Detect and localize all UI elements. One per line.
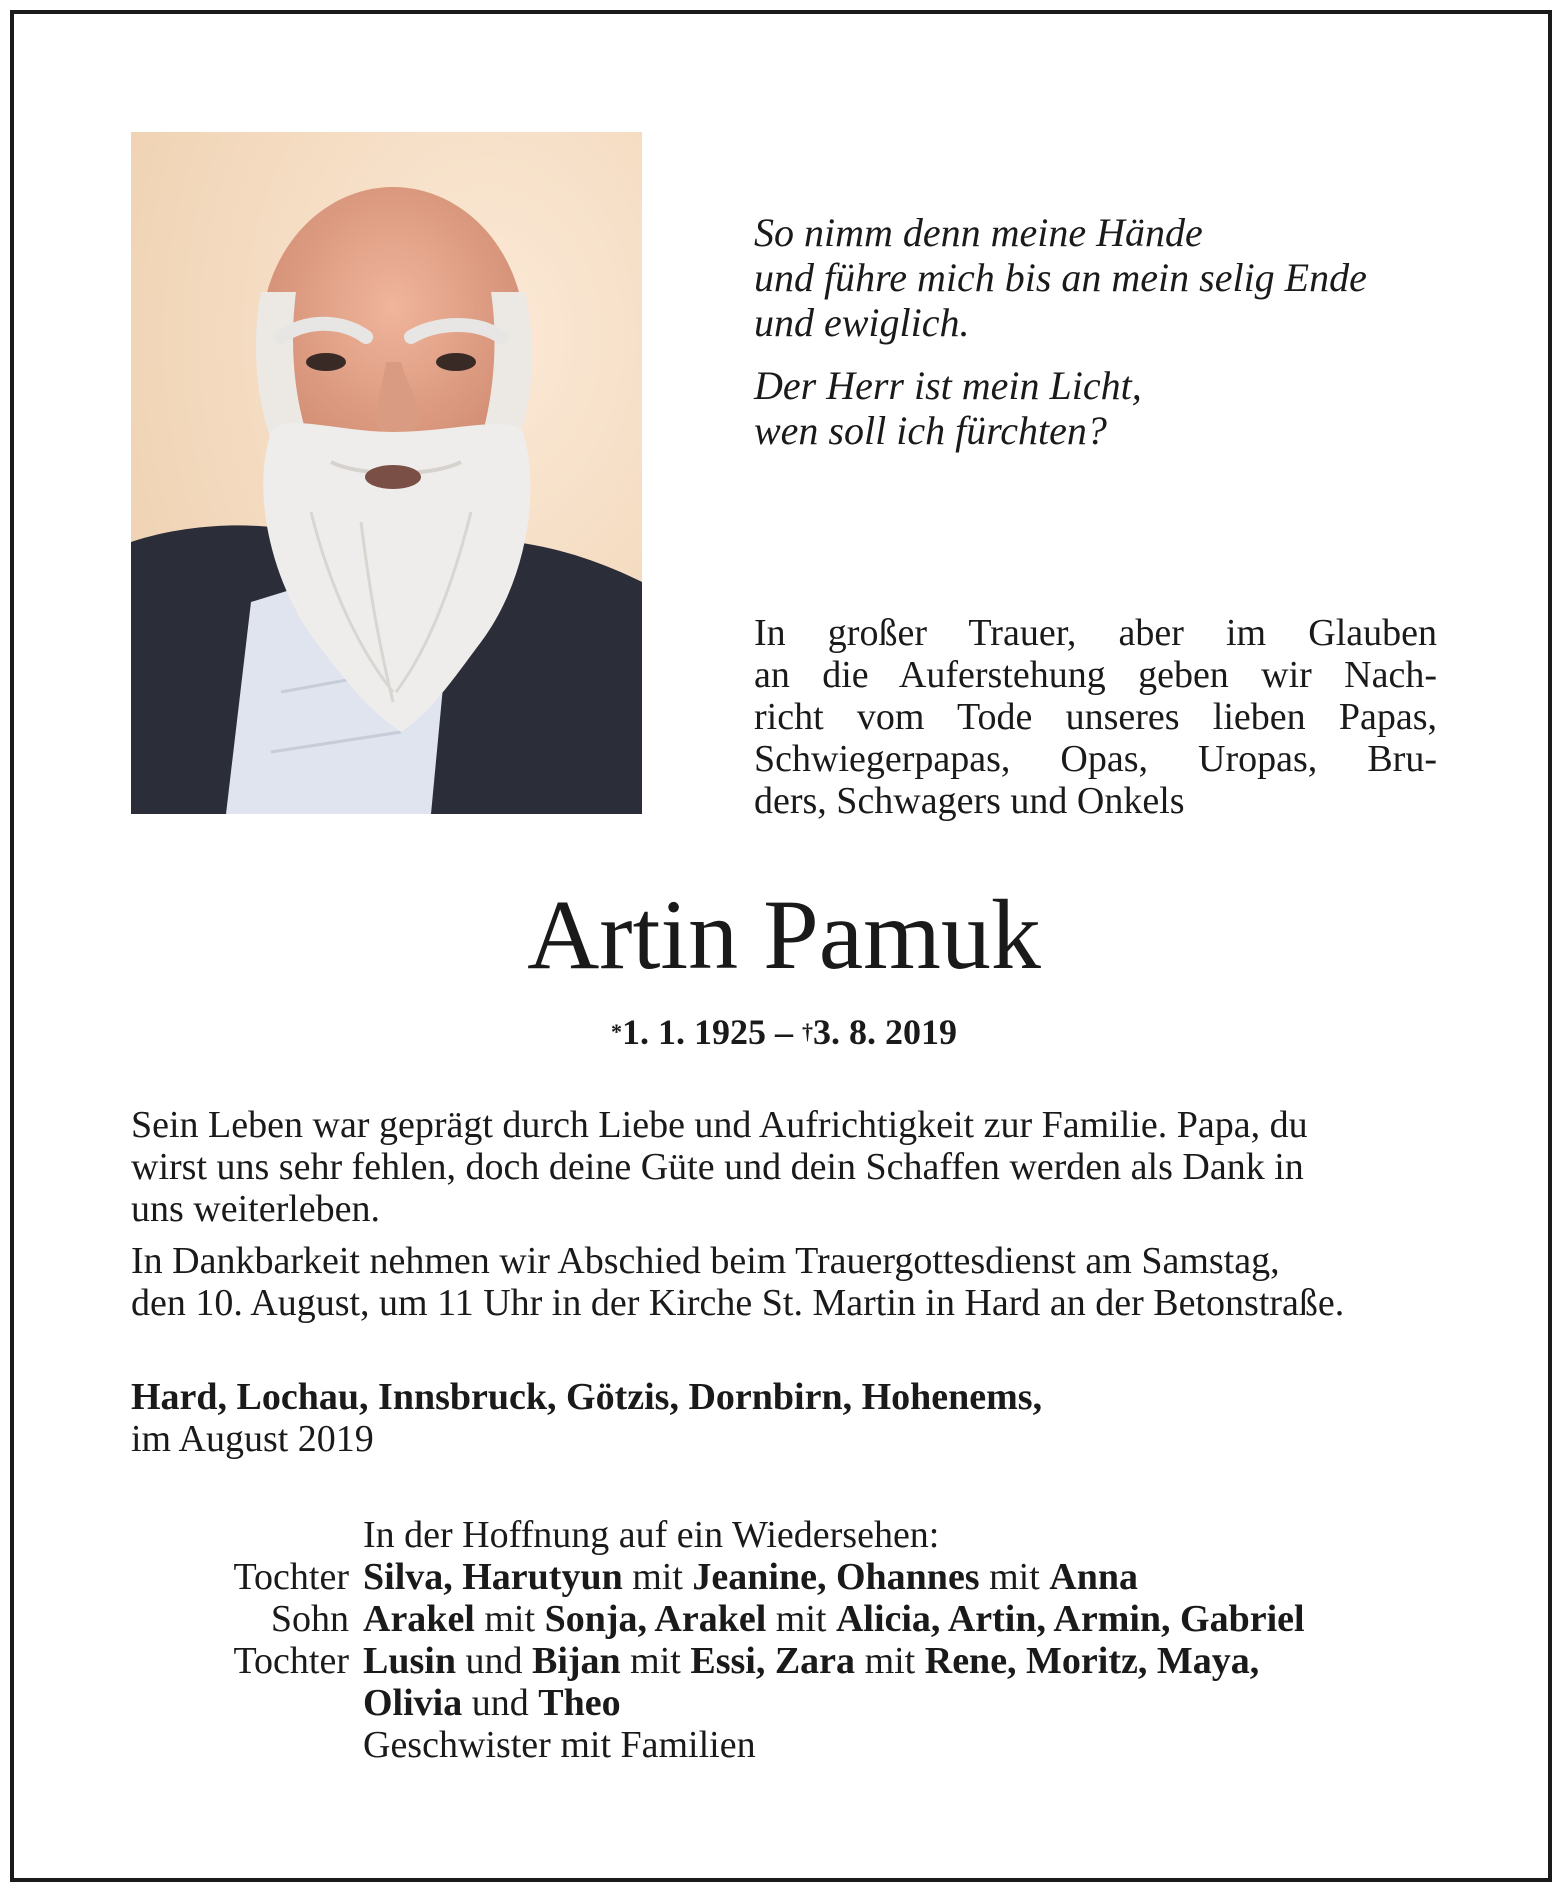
family-relation: Tochter [233, 1556, 349, 1598]
family-members [363, 1682, 1461, 1724]
family-member-name: Silva, Harutyun [363, 1556, 623, 1598]
intro-line: ders, Schwagers und Onkels [754, 780, 1185, 822]
family-list [131, 1514, 1461, 1766]
intro-line: Schwiegerpapas, Opas, Uropas, Bru- [754, 738, 1437, 780]
portrait-illustration [131, 132, 642, 814]
family-member-name: Lusin [363, 1640, 456, 1682]
poem-line: und ewiglich. [754, 300, 970, 345]
poem-line: Der Herr ist mein Licht, [754, 363, 1142, 408]
family-member-name: Anna [1049, 1556, 1138, 1598]
body-line: In Dankbarkeit nehmen wir Abschied beim Trauergottesdienst am Samstag, [131, 1240, 1280, 1282]
poem-stanza [754, 363, 1474, 453]
body-paragraph [131, 1104, 1441, 1230]
body-text [131, 1104, 1441, 1324]
family-member-name: Jeanine, Ohannes [692, 1556, 980, 1598]
intro-line: richt vom Tode unseres lieben Papas, [754, 696, 1437, 738]
family-connector: mit [979, 1556, 1050, 1598]
family-member-name: Rene, Moritz, Maya, [924, 1640, 1260, 1682]
death-date: 3. 8. 2019 [813, 1012, 957, 1052]
family-closing: Geschwister mit Familien [363, 1724, 756, 1766]
intro-line: an die Auferstehung geben wir Nach- [754, 654, 1437, 696]
family-relation [131, 1682, 363, 1724]
body-line: den 10. August, um 11 Uhr in der Kirche St. Martin in Hard an der Betonstraße. [131, 1282, 1345, 1324]
family-connector: mit [474, 1598, 545, 1640]
family-relation: Tochter [233, 1640, 349, 1682]
birth-date: 1. 1. 1925 – [622, 1012, 802, 1052]
body-line: Sein Leben war geprägt durch Liebe und Aufrichtigkeit zur Familie. Papa, du [131, 1104, 1308, 1146]
family-heading-row [131, 1514, 1461, 1556]
family-member-name: Bijan [531, 1640, 621, 1682]
family-connector: und [462, 1682, 539, 1724]
notice-date: im August 2019 [131, 1418, 374, 1460]
family-heading: In der Hoffnung auf ein Wiedersehen: [363, 1514, 940, 1556]
family-member-name: Arakel [363, 1598, 475, 1640]
poem-line: und führe mich bis an mein selig Ende [754, 255, 1367, 300]
intro-line: In großer Trauer, aber im Glauben [754, 612, 1437, 654]
family-member-name: Alicia, Artin, Armin, Gabriel [835, 1598, 1305, 1640]
family-row [131, 1598, 1461, 1640]
family-member-name: Theo [538, 1682, 621, 1724]
family-member-name: Sonja, Arakel [544, 1598, 767, 1640]
places-list: Hard, Lochau, Innsbruck, Götzis, Dornbirn, Hohenems, [131, 1376, 1043, 1418]
intro-text [754, 612, 1437, 822]
family-connector: mit [766, 1598, 836, 1640]
family-row [131, 1556, 1461, 1598]
family-members [363, 1556, 1461, 1598]
portrait-photo [131, 132, 642, 814]
birth-mark: * [611, 1019, 622, 1044]
family-row [131, 1640, 1461, 1682]
death-mark: † [802, 1019, 813, 1044]
family-connector: mit [622, 1556, 693, 1598]
poem [754, 210, 1474, 453]
family-connector: mit [620, 1640, 691, 1682]
poem-stanza [754, 210, 1474, 345]
family-connector: und [455, 1640, 532, 1682]
family-connector: mit [855, 1640, 925, 1682]
relation-spacer [131, 1514, 363, 1556]
family-members [363, 1598, 1461, 1640]
family-members [363, 1640, 1461, 1682]
relation-spacer [131, 1724, 363, 1766]
family-relation: Sohn [270, 1598, 349, 1640]
family-closing-row [131, 1724, 1461, 1766]
family-row [131, 1682, 1461, 1724]
body-line: uns weiterleben. [131, 1188, 381, 1230]
deceased-name: Artin Pamuk [527, 879, 1041, 990]
poem-line: wen soll ich fürchten? [754, 408, 1107, 453]
body-paragraph [131, 1240, 1441, 1324]
places-and-date [131, 1376, 1441, 1460]
body-line: wirst uns sehr fehlen, doch deine Güte und dein Schaffen werden als Dank in [131, 1146, 1304, 1188]
family-member-name: Essi, Zara [690, 1640, 856, 1682]
poem-line: So nimm denn meine Hände [754, 210, 1203, 255]
family-member-name: Olivia [363, 1682, 463, 1724]
life-dates [0, 1010, 1568, 1054]
